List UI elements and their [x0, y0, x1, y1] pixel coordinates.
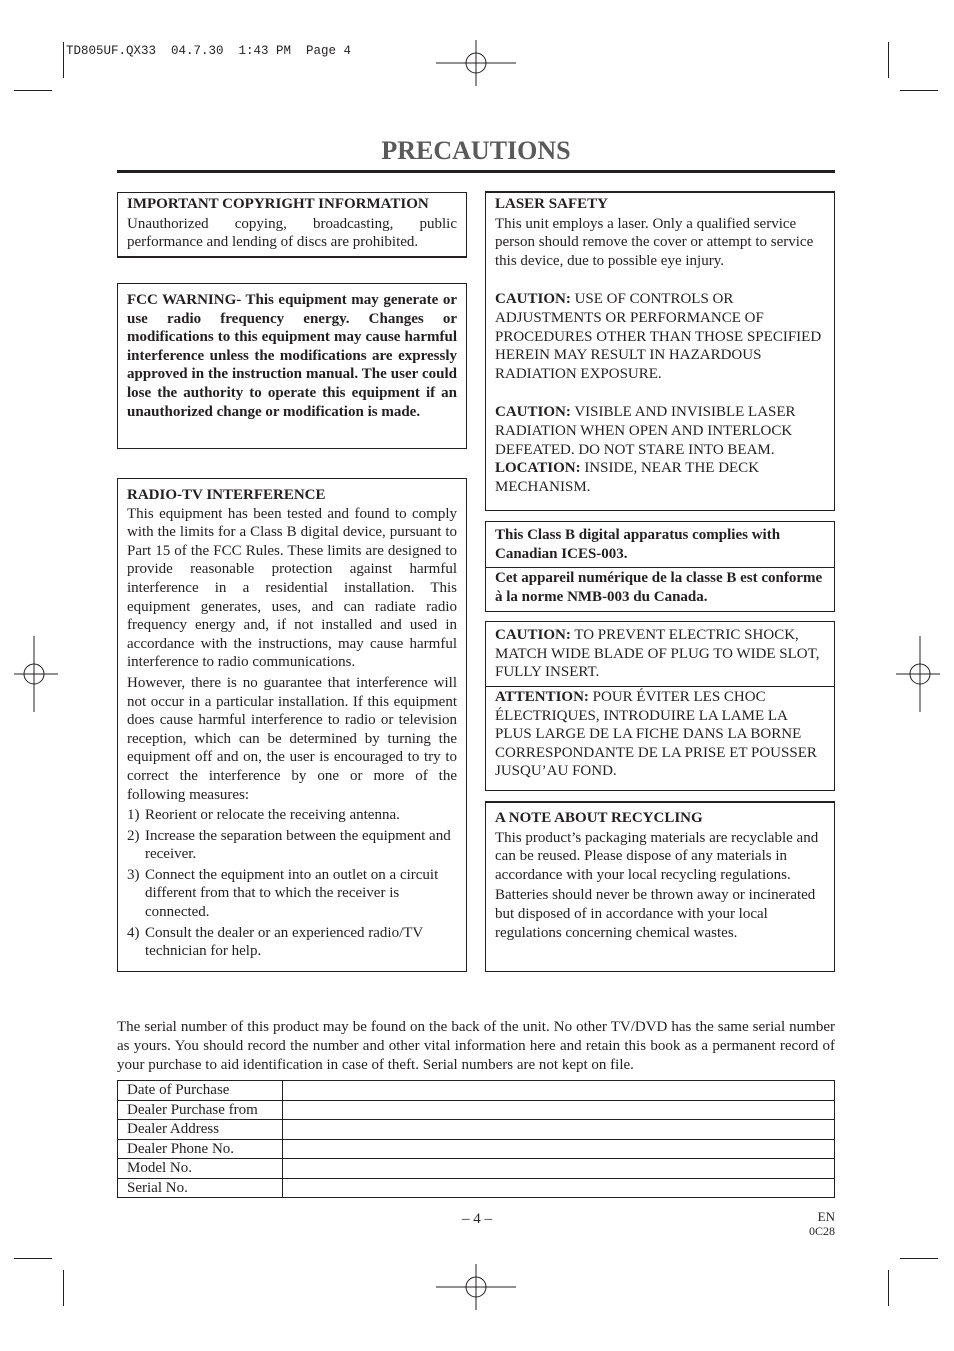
row-label: Dealer Phone No. [118, 1139, 283, 1159]
recycling-heading: A NOTE ABOUT RECYCLING [495, 810, 703, 826]
crop-mark [14, 90, 52, 91]
laser-safety-body: This unit employs a laser. Only a qualified service person should remove the cover or attempt to service this device, due to possible eye injury. [495, 215, 814, 269]
list-number: 4) [127, 924, 140, 941]
crop-mark [63, 1270, 64, 1306]
table-row [118, 1139, 835, 1159]
caution-label: CAUTION: [495, 291, 571, 308]
page-title: PRECAUTIONS [381, 136, 571, 165]
list-text: Connect the equipment into an outlet on a circuit different from that to which the receiver is connected. [145, 866, 439, 921]
document-code: 0C28 [808, 1224, 835, 1238]
row-value[interactable] [283, 1139, 835, 1159]
serial-number-note: The serial number of this product may be found on the back of the unit. No other TV/DVD has the same serial number as yours. You should record the number and other vital information here and retain this book as a permanent record of your purchase to aid identification in case of theft. Serial numbers are not kept on file. [117, 1019, 835, 1073]
list-number: 2) [127, 827, 140, 844]
row-label: Model No. [118, 1159, 283, 1179]
list-text: Reorient or relocate the receiving antenna. [145, 807, 400, 824]
crop-mark [63, 42, 64, 78]
laser-safety-box [485, 191, 835, 511]
copyright-body: Unauthorized copying, broadcasting, public performance and lending of discs are prohibited. [127, 215, 457, 251]
location-label: LOCATION: [495, 460, 581, 477]
measures-list [127, 806, 457, 961]
shock-caution [486, 622, 834, 682]
laser-caution-2 [495, 403, 825, 459]
row-value[interactable] [283, 1081, 835, 1101]
shock-attention [486, 688, 834, 781]
crop-mark [888, 1270, 889, 1306]
row-label: Serial No. [118, 1178, 283, 1198]
fcc-warning-box [117, 283, 467, 449]
radio-tv-heading: RADIO-TV INTERFERENCE [127, 487, 326, 503]
printer-slug: TD805UF.QX33 04.7.30 1:43 PM Page 4 [66, 44, 352, 58]
crop-mark [14, 1258, 52, 1259]
registration-mark-icon [436, 40, 516, 86]
list-item [127, 806, 457, 825]
row-label: Dealer Purchase from [118, 1100, 283, 1120]
class-b-box [485, 521, 835, 612]
attention-text: POUR ÉVITER LES CHOC ÉLECTRIQUES, INTRODUIRE LA LAME LA PLUS LARGE DE LA FICHE DANS LA BORNE CORRESPONDANTE DE LA PRISE ET POUSSER JUSQU’AU FOND. [495, 689, 817, 780]
laser-location [495, 459, 825, 496]
laser-caution-1 [495, 290, 825, 383]
list-number: 1) [127, 807, 140, 824]
class-b-french: Cet appareil numérique de la classe B est conforme à la norme NMB-003 du Canada. [495, 570, 823, 605]
copyright-box [117, 192, 467, 258]
list-text: Increase the separation between the equipment and receiver. [145, 827, 451, 863]
row-value[interactable] [283, 1159, 835, 1179]
class-b-english: This Class B digital apparatus complies with Canadian ICES-003. [495, 527, 781, 562]
laser-safety-heading: LASER SAFETY [495, 196, 608, 212]
caution-label: CAUTION: [495, 404, 571, 421]
list-item [127, 827, 457, 864]
caution-text: VISIBLE AND INVISIBLE LASER RADIATION WHEN OPEN AND INTERLOCK DEFEATED. DO NOT STARE INTO BEAM. [495, 404, 796, 458]
radio-tv-para-1: This equipment has been tested and found to comply with the limits for a Class B digital device, pursuant to Part 15 of the FCC Rules. These limits are designed to provide reasonable protection against harmful interference in a residential installation. This equipment generates, uses, and can radiate radio frequency energy and, if not installed and used in accordance with the instructions, may cause harmful interference to radio communications. [127, 505, 457, 671]
recycling-box [485, 801, 835, 972]
table-row [118, 1178, 835, 1198]
radio-tv-para-2: However, there is no guarantee that interference will not occur in a particular installation. If this equipment does cause harmful interference to radio or television reception, which can be determined by turning the equipment off and on, the user is encouraged to try to correct the interference by one or more of the following measures: [127, 674, 457, 803]
copyright-heading: IMPORTANT COPYRIGHT INFORMATION [127, 196, 429, 212]
row-value[interactable] [283, 1120, 835, 1140]
registration-mark-icon [14, 636, 58, 712]
table-row [118, 1100, 835, 1120]
registration-mark-icon [436, 1264, 516, 1310]
row-value[interactable] [283, 1178, 835, 1198]
list-item [127, 866, 457, 922]
table-row [118, 1120, 835, 1140]
recycling-para-1: This product’s packaging materials are recyclable and can be reused. Please dispose of any materials in accordance with your local recycling regulations. [495, 829, 819, 883]
fcc-warning-text: FCC WARNING- This equipment may generate or use radio frequency energy. Changes or modifications to this equipment may cause harmful interference unless the modifications are expressly approved in the instruction manual. The user could lose the authority to operate this equipment if an unauthorized change or modification is made. [127, 292, 457, 420]
language-code [800, 1209, 835, 1239]
list-text: Consult the dealer or an experienced radio/TV technician for help. [145, 924, 423, 960]
table-row [118, 1159, 835, 1179]
purchase-record-table [117, 1080, 835, 1198]
row-value[interactable] [283, 1100, 835, 1120]
list-item [127, 924, 457, 961]
registration-mark-icon [896, 636, 940, 712]
caution-text: TO PREVENT ELECTRIC SHOCK, MATCH WIDE BLADE OF PLUG TO WIDE SLOT, FULLY INSERT. [495, 627, 820, 681]
location-text: INSIDE, NEAR THE DECK MECHANISM. [495, 460, 760, 495]
shock-box [485, 621, 835, 791]
crop-mark [900, 90, 938, 91]
caution-text: USE OF CONTROLS OR ADJUSTMENTS OR PERFORMANCE OF PROCEDURES OTHER THAN THOSE SPECIFIED HEREIN MAY RESULT IN HAZARDOUS RADIATION EXPOSURE. [495, 291, 822, 382]
list-number: 3) [127, 866, 140, 883]
table-row [118, 1081, 835, 1101]
row-label: Dealer Address [118, 1120, 283, 1140]
row-label: Date of Purchase [118, 1081, 283, 1101]
recycling-para-2: Batteries should never be thrown away or incinerated but disposed of in accordance with your local regulations concerning chemical wastes. [495, 887, 816, 941]
page-number: – 4 – [462, 1211, 492, 1227]
attention-label: ATTENTION: [495, 689, 589, 705]
title-rule [117, 170, 835, 173]
crop-mark [900, 1258, 938, 1259]
language-label: EN [817, 1209, 835, 1224]
crop-mark [888, 42, 889, 78]
caution-label: CAUTION: [495, 627, 571, 643]
radio-tv-box [117, 478, 467, 972]
